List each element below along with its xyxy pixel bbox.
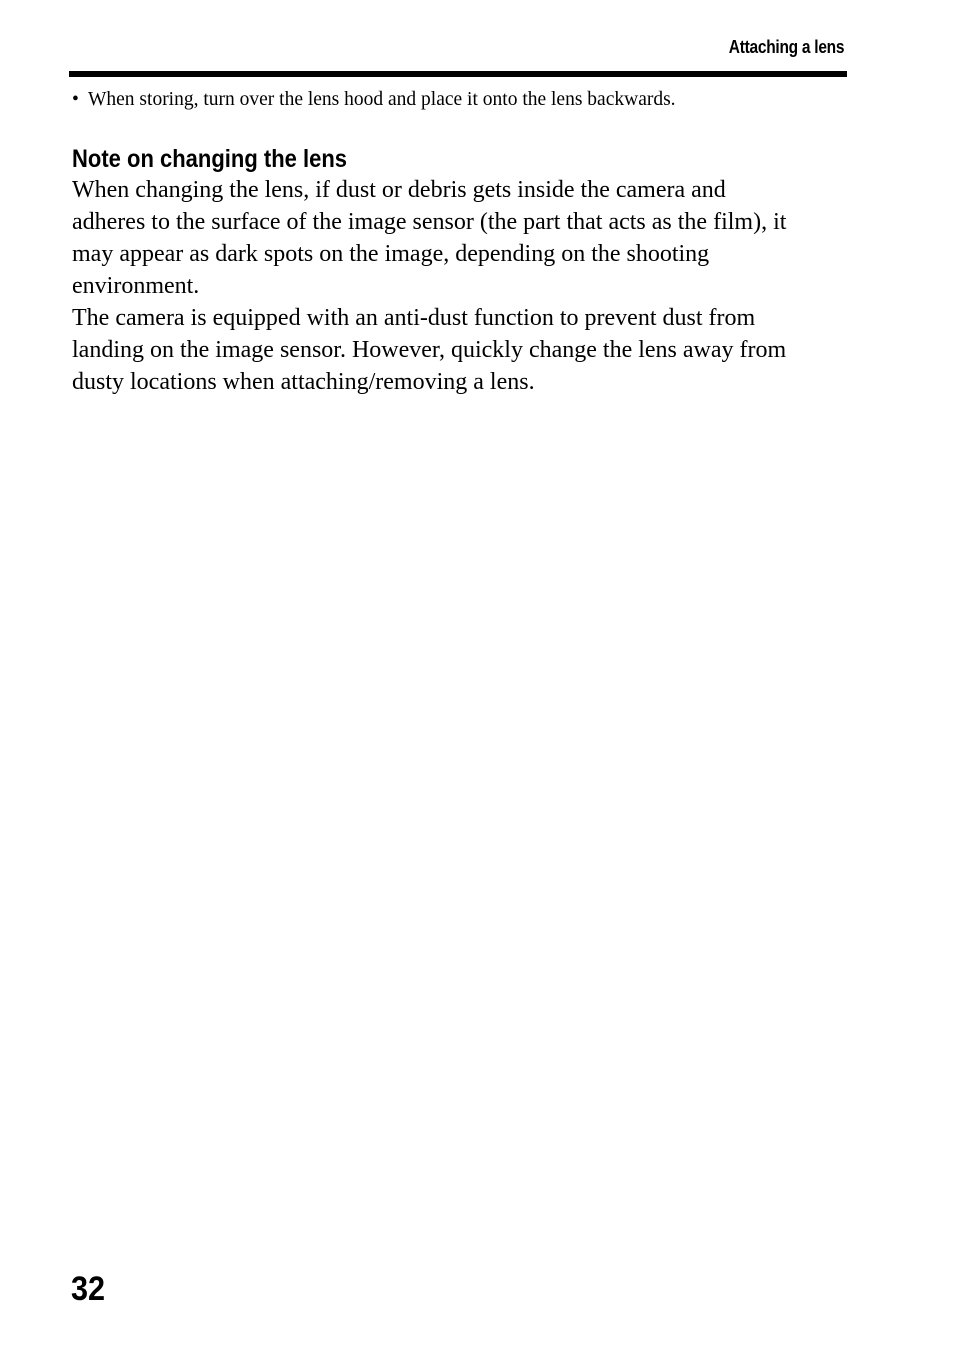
- body-line: adheres to the surface of the image sensor (the part that acts as the film), it: [72, 209, 787, 235]
- section-body: [72, 174, 852, 398]
- body-line: may appear as dark spots on the image, depending on the shooting: [72, 241, 710, 267]
- body-line: The camera is equipped with an anti-dust function to prevent dust from: [72, 305, 756, 331]
- bullet-marker: •: [72, 89, 79, 110]
- page-number: 32: [71, 1270, 106, 1308]
- running-header-title: Attaching a lens: [728, 37, 844, 57]
- body-line: landing on the image sensor. However, quickly change the lens away from: [72, 337, 787, 363]
- section-heading: Note on changing the lens: [72, 145, 348, 173]
- body-line: environment.: [72, 273, 200, 299]
- header-rule: [69, 71, 847, 77]
- body-line: When changing the lens, if dust or debris gets inside the camera and: [72, 177, 726, 203]
- bullet-note: [72, 88, 852, 112]
- body-line: dusty locations when attaching/removing a lens.: [72, 369, 535, 395]
- bullet-note-text: When storing, turn over the lens hood and place it onto the lens backwards.: [88, 89, 676, 110]
